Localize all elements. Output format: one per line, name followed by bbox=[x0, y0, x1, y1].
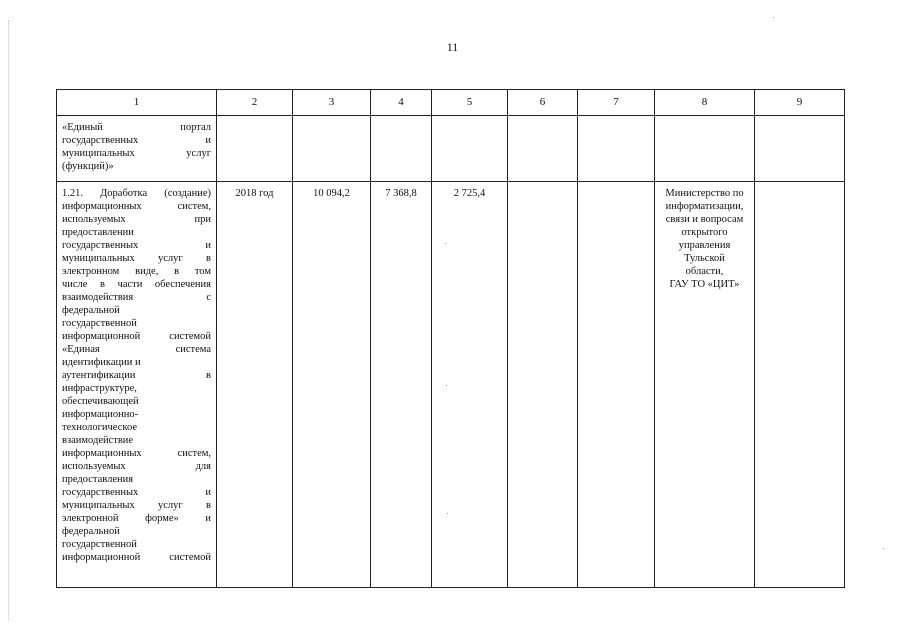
row-b-line: числе в части обеспечения bbox=[62, 279, 211, 290]
row-b-line: технологическое bbox=[62, 422, 137, 433]
table-header-row bbox=[57, 90, 845, 116]
responsible-line: информатизации, bbox=[665, 201, 744, 212]
responsible-line: открытого bbox=[681, 227, 728, 238]
row-a-cell bbox=[432, 116, 508, 182]
responsible-line: ГАУ ТО «ЦИТ» bbox=[669, 279, 740, 290]
header-cell: 9 bbox=[755, 90, 845, 116]
row-a-cell bbox=[293, 116, 371, 182]
row-a-cell bbox=[578, 116, 655, 182]
row-b-line: государственной bbox=[62, 539, 137, 550]
row-b-col5: 2 725,4 bbox=[432, 182, 508, 588]
row-a-line: «Единый портал bbox=[62, 122, 211, 133]
row-b-line: обеспечивающей bbox=[62, 396, 139, 407]
responsible-line: Министерство по bbox=[665, 188, 744, 199]
row-a-cell bbox=[655, 116, 755, 182]
row-a-line: (функций)» bbox=[62, 161, 114, 172]
row-a-cell bbox=[508, 116, 578, 182]
row-b-line: «Единая система bbox=[62, 344, 211, 355]
row-b-description bbox=[57, 182, 217, 588]
row-b-line: 1.21. Доработка (создание) bbox=[62, 188, 211, 199]
row-b-line: информационной системой bbox=[62, 552, 211, 563]
header-cell: 8 bbox=[655, 90, 755, 116]
responsible-line: области, bbox=[685, 266, 724, 277]
row-a-cell bbox=[755, 116, 845, 182]
row-b-line: государственных и bbox=[62, 240, 211, 251]
row-b-line: муниципальных услуг в bbox=[62, 500, 211, 511]
row-a-cell bbox=[371, 116, 432, 182]
row-b-col6 bbox=[508, 182, 578, 588]
row-b-year: 2018 год bbox=[217, 182, 293, 588]
header-cell: 6 bbox=[508, 90, 578, 116]
responsible-line: связи и вопросам bbox=[665, 214, 744, 225]
budget-table bbox=[56, 89, 845, 588]
row-b-line: предоставлении bbox=[62, 227, 134, 238]
row-b-responsible bbox=[655, 182, 755, 588]
row-b-col7 bbox=[578, 182, 655, 588]
row-b-line: взаимодействие bbox=[62, 435, 134, 446]
header-cell: 2 bbox=[217, 90, 293, 116]
row-b-line: взаимодействия с bbox=[62, 292, 211, 303]
row-b-line: государственных и bbox=[62, 487, 211, 498]
row-b-line: информационных систем, bbox=[62, 448, 211, 459]
row-b-line: электронной форме» и bbox=[62, 513, 211, 524]
row-b-line: информационных систем, bbox=[62, 201, 211, 212]
row-b-line: информационно- bbox=[62, 409, 139, 420]
row-b-line: используемых для bbox=[62, 461, 211, 472]
row-b-line: используемых при bbox=[62, 214, 211, 225]
row-b-col4: 7 368,8 bbox=[371, 182, 432, 588]
row-a-line: муниципальных услуг bbox=[62, 148, 211, 159]
row-b-line: государственной bbox=[62, 318, 137, 329]
header-cell: 1 bbox=[57, 90, 217, 116]
row-b-line: идентификации и bbox=[62, 357, 141, 368]
scan-speck bbox=[445, 243, 446, 244]
row-b-line: информационной системой bbox=[62, 331, 211, 342]
table-row bbox=[57, 182, 845, 588]
row-a-description bbox=[57, 116, 217, 182]
row-b-total: 10 094,2 bbox=[293, 182, 371, 588]
scan-margin-dots bbox=[8, 20, 10, 620]
row-b-line: электронном виде, в том bbox=[62, 266, 211, 277]
row-b-line: федеральной bbox=[62, 305, 120, 316]
row-b-line: аутентификации в bbox=[62, 370, 211, 381]
row-a-line: государственных и bbox=[62, 135, 211, 146]
header-cell: 4 bbox=[371, 90, 432, 116]
row-b-line: предоставления bbox=[62, 474, 134, 485]
scan-speck bbox=[883, 548, 884, 549]
header-cell: 7 bbox=[578, 90, 655, 116]
responsible-line: Тульской bbox=[684, 253, 725, 264]
row-b-line: федеральной bbox=[62, 526, 120, 537]
header-cell: 5 bbox=[432, 90, 508, 116]
row-b-col9 bbox=[755, 182, 845, 588]
scan-speck bbox=[447, 513, 448, 514]
table-row bbox=[57, 116, 845, 182]
responsible-line: управления bbox=[678, 240, 731, 251]
scan-speck bbox=[446, 385, 447, 386]
row-a-cell bbox=[217, 116, 293, 182]
scan-speck bbox=[773, 17, 774, 18]
header-cell: 3 bbox=[293, 90, 371, 116]
page-number: 11 bbox=[446, 40, 459, 54]
row-b-line: муниципальных услуг в bbox=[62, 253, 211, 264]
row-b-line: инфраструктуре, bbox=[62, 383, 137, 394]
